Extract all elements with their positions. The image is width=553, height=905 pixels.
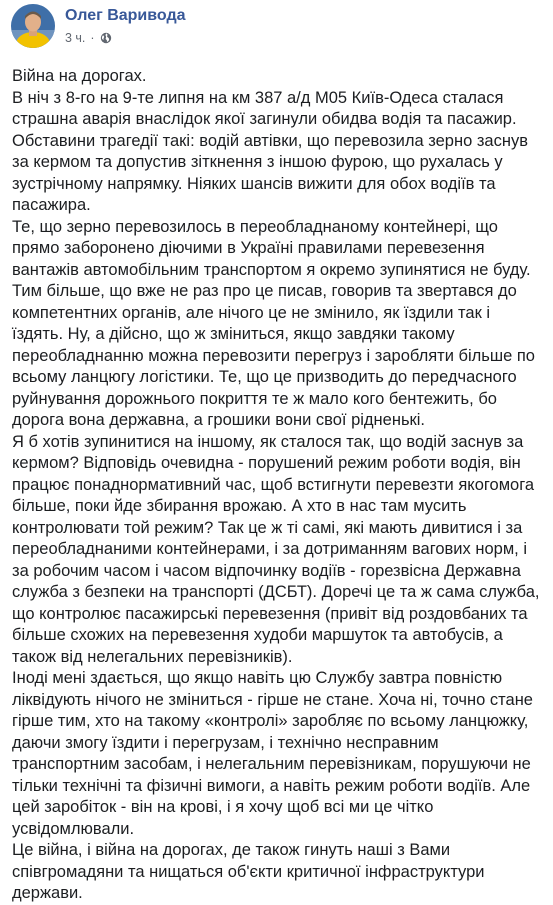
post-paragraph: Це війна, і війна на дорогах, де також гинуть наші з Вами співгромадяни та нищаться об'єкти критичної інфраструктури держави. [12,841,485,902]
post-subline [65,30,186,46]
post-paragraph: Те, що зерно перевозилось в переобладнаному контейнері, що прямо заборонено діючими в Україні правилами перевезення вантажів автомобільним транспортом я окремо зупинятися не буду. Тим більше, що вже не раз про це писав, говорив та звертався до компетентних органів, але нічого це не змінило, як їздили так і їздять. Ну, а дійсно, що ж зміниться, якщо завдяки такому переобладнанню можна перевозити перегруз і заробляти більше по всьому ланцюгу логістики. Те, що це призводить до передчасного руйнування дорожнього покриття те ж мало кого бентежить, бо дорога вона державна, а грошики вони свої рідненькі. [12,217,535,429]
post-paragraph: В ніч з 8-го на 9-те липня на км 387 а/д М05 Київ-Одеса сталася страшна аварія внаслідок якої загинули обидва водія та пасажир. [12,88,517,128]
post-paragraph: Іноді мені здається, що якщо навіть цю Службу завтра повністю ліквідують нічого не зміниться - гірше не стане. Хоча ні, точно стане гірше тим, хто на такому «контролі» заробляє по всьому ланцюжку, даючи змогу їздити і перегрузам, і технічно несправним транспортним засобам, і нелегальним перевізникам, порушуючи не тільки технічні та фізичні вимоги, а навіть режим роботи водіїв. Але цей заробіток - він на крові, і я хочу щоб всі ми це чітко усвідомлювали. [12,669,533,838]
post-timestamp[interactable]: 3 ч. [65,31,86,45]
post-meta [65,6,186,46]
globe-icon[interactable] [100,32,112,44]
post-body [12,66,544,905]
author-name[interactable]: Олег Варивода [65,7,186,24]
avatar[interactable] [11,4,55,48]
post-paragraph: Я б хотів зупинитися на іншому, як сталося так, що водій заснув за кермом? Відповідь очевидна - порушений режим роботи водія, він працює понаднормативний час, щоб встигнути перевезти якогомога більше, поки йде збирання врожаю. А хто в нас там мусить контролювати той режим? Так це ж ті самі, які мають дивитися і за переобладнаними контейнерами, і за дотриманням вагових норм, і за робочим часом і часом відпочинку водіїв - горезвісна Державна служба з безпеки на транспорті (ДСБТ). Доречі це та ж сама служба, що контролює пасажирські перевезення (привіт від роздовбаних та більше схожих на перевезення худоби маршуток та автобусів, а також від нелегальних перевізників). [12,432,540,666]
separator-dot: · [90,31,95,45]
avatar-image [11,4,55,48]
post-header [11,4,186,50]
post-paragraph: Обставини трагедії такі: водій автівки, що перевозила зерно заснув за кермом та допустив зіткнення з іншою фурою, що рухалась у зустрічному напрямку. Ніяких шансів вижити для обох водіїв та пасажира. [12,131,528,214]
post-paragraph: Війна на дорогах. [12,67,147,85]
